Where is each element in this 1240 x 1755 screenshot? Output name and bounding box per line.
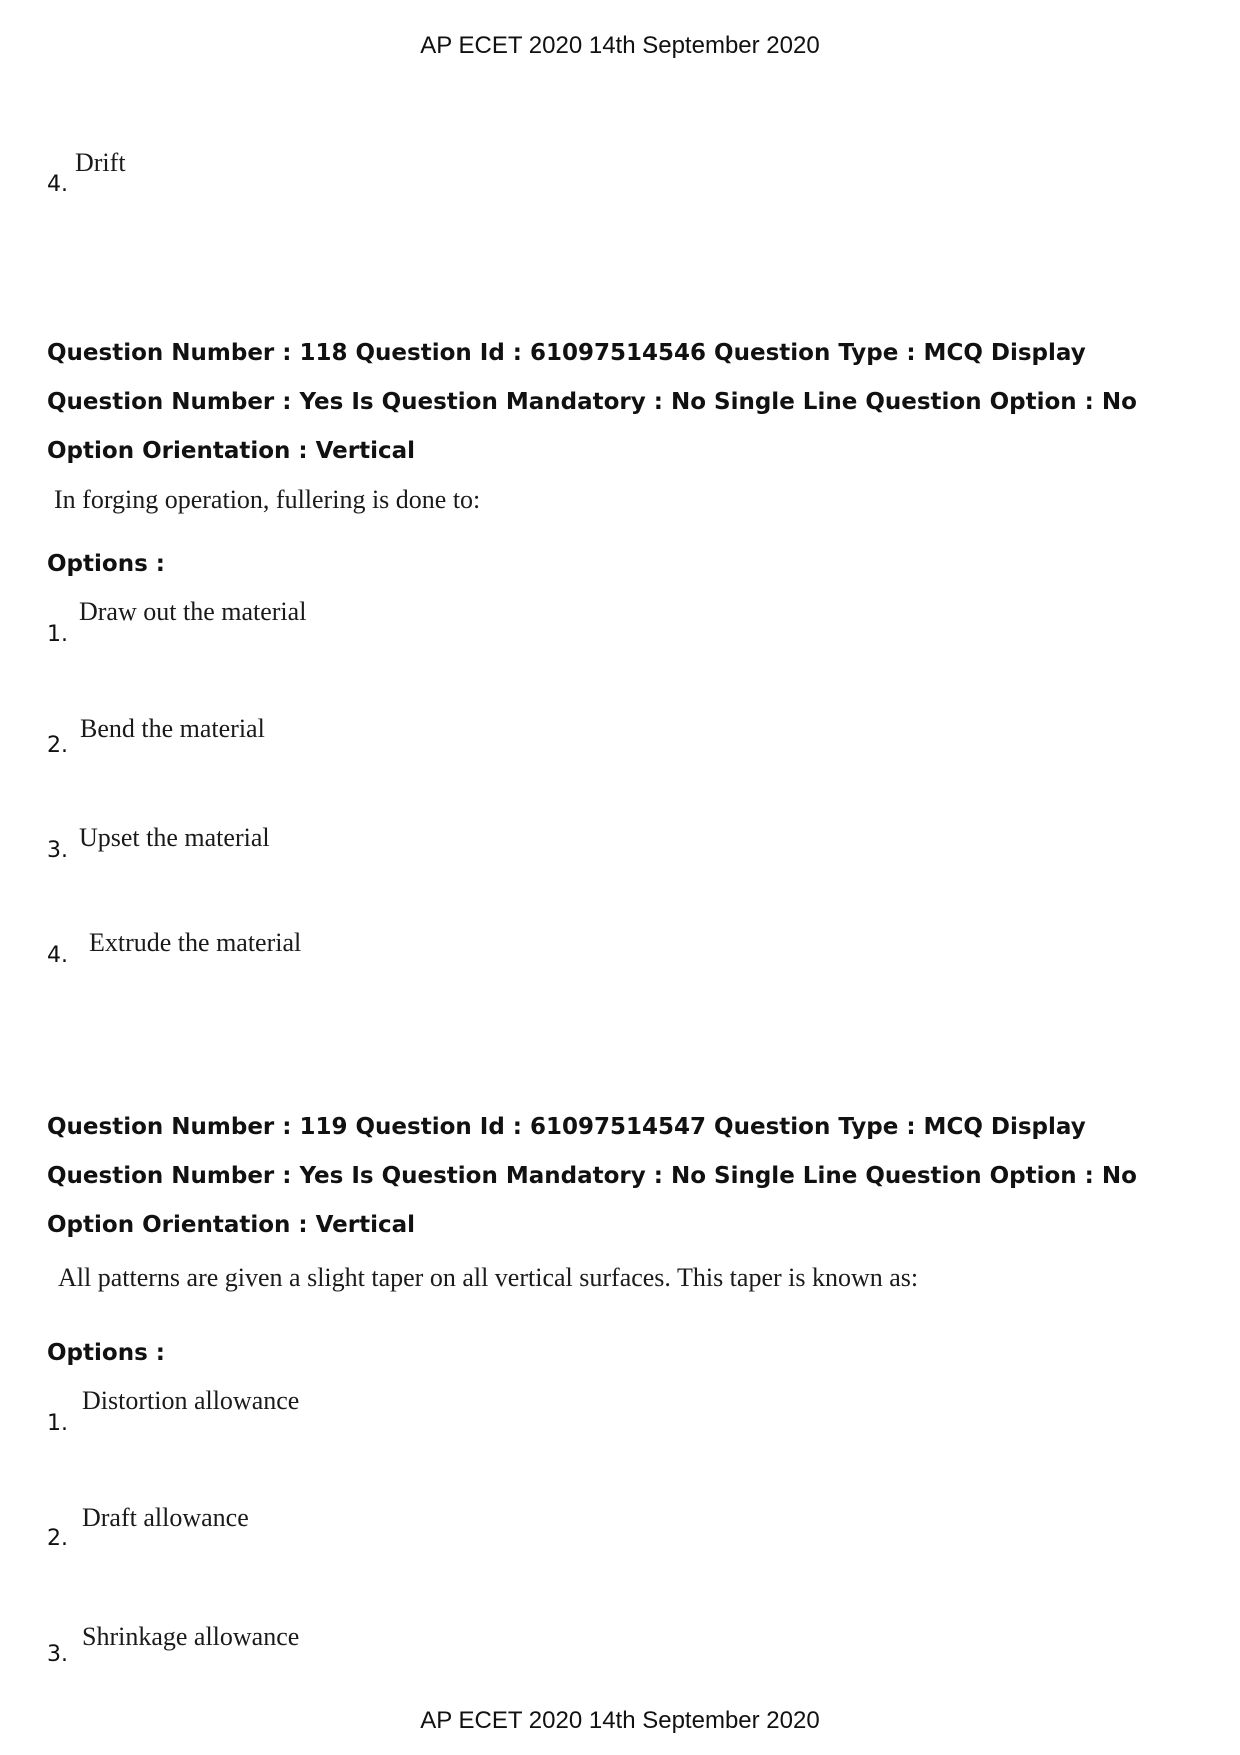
q119-option-2-text: Draft allowance <box>82 1503 249 1532</box>
q118-option-2-number: 2. <box>47 733 68 758</box>
q119-option-1-text: Distortion allowance <box>82 1386 300 1415</box>
question-118-options-label: Options : <box>47 551 165 577</box>
q118-option-1-number: 1. <box>47 622 68 647</box>
question-119-meta: Question Number : 119 Question Id : 61097514547 Question Type : MCQ Display Question Number : Yes Is Question Mandatory : No Single Line Question Option : No Option Orientation : Vertical <box>47 1114 1137 1238</box>
q119-option-2-number: 2. <box>47 1526 68 1551</box>
q118-option-2-text: Bend the material <box>80 714 265 743</box>
page-header: AP ECET 2020 14th September 2020 <box>420 32 820 59</box>
question-118-meta: Question Number : 118 Question Id : 61097514546 Question Type : MCQ Display Question Number : Yes Is Question Mandatory : No Single Line Question Option : No Option Orientation : Vertical <box>47 340 1137 464</box>
question-119-text: All patterns are given a slight taper on all vertical surfaces. This taper is known as: <box>58 1263 919 1292</box>
prev-option-number: 4. <box>47 172 68 197</box>
question-118-text: In forging operation, fullering is done to: <box>54 485 481 514</box>
prev-option-text: Drift <box>75 148 126 177</box>
q119-option-3-text: Shrinkage allowance <box>82 1622 300 1651</box>
q118-option-4-number: 4. <box>47 943 68 968</box>
q118-option-4-text: Extrude the material <box>89 928 302 957</box>
q118-option-1-text: Draw out the material <box>79 597 307 626</box>
question-119-options-label: Options : <box>47 1340 165 1366</box>
q119-option-3-number: 3. <box>47 1642 68 1667</box>
q118-option-3-text: Upset the material <box>79 823 270 852</box>
q119-option-1-number: 1. <box>47 1411 68 1436</box>
page-footer: AP ECET 2020 14th September 2020 <box>420 1707 820 1734</box>
q118-option-3-number: 3. <box>47 838 68 863</box>
